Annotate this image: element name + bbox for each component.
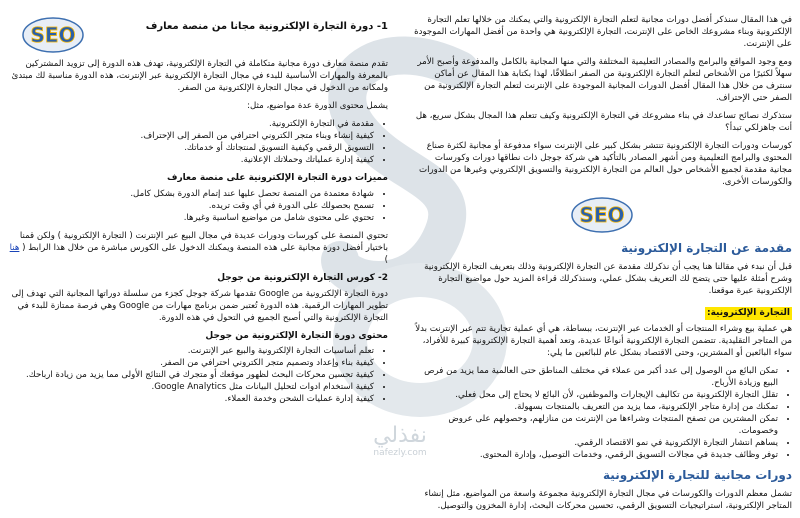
paragraph: دورة التجارة الإلكترونية من Google تقدمها شركة جوجل كجزء من سلسلة دوراتها المجانية التي تهدف إلى تطوير المهارات الرقمية. هذه الدورة تُعتبر ضمن برنامج مهارات من Google وهي فرصة ممتازة للبدء في التجارة الإلكترونية والتي أصبح الجميع في التحول في هذه الدورة. [11,288,388,323]
list-item: • تمكنك من إدارة متاجر الإلكترونية، مما يزيد من التعريف بالمنتجات بسهولة. [412,401,778,413]
right-column [412,14,792,518]
paragraph: قبل أن نبدء في مقالنا هنا يجب أن نذكرلك مقدمة عن التجارة الإلكترونية وذلك بتعريف التجارة الإلكترونية وشرح أمثلة عليها حتى يتضح لك التعريف بشكل عملي، وسنذكرلك قراءة المزيد حول مواضيع التجارة الإلكترونية عبرة موقعنا. [424,262,792,297]
paragraph: هي عملية بيع وشراء المنتجات أو الخدمات عبر الإنترنت، ببساطة، هي أي عملية تجارية تتم عبر الإنترنت بدلاً من المتاجر التقليدية. تتضمن التجارة الإلكترونية أنواعًا عديدة، وتعد أهمية التجارة الإلكترونية كبيرة للأفراد، سواء البائعين أو المشترين، وحتى الاقتصاد بشكل عام للبائعين ما يلي: [415,323,792,358]
list-item: • كيفية تحسين محركات البحث لظهور موقعك أو متجرك في النتائج الأولى مما يزيد من زيادة ارباحك. [8,369,374,381]
list-item: • توفر وظائف جديدة في مجالات التسويق الرقمي، وخدمات التوصيل، وإدارة المحتوى. [412,449,778,461]
seo-logo-text: SEO [579,203,625,228]
list-item: • تمكن البائع من الوصول إلى عدد أكبر من عملاء في مختلف المناطق حتى العالمية مما يزيد من فرص البيع وزيادة الأرباح. [412,365,778,389]
paragraph: تقدم منصة معارف دورة مجانية متكاملة في التجارة الإلكترونية، تهدف هذه الدورة إلى تزويد المشتركين بالمعرفة والمهارات الأساسية للبدء في مجال التجارة الإلكترونية عبر الإنترنت، هذه الدورة مناسبة لك مبتدئ ولمكانه من الدخول في مجال التجارة الإلكترونية من الصفر. [11,59,388,94]
google-content-list [8,345,388,405]
paragraph: ستذكرك نصائح تساعدك في بناء مشروعك في التجارة الإلكترونية وكيف تتعلم هذا المجال بشكل سريع، هل أنت جاهزلكي تبدأ؟ [415,111,792,134]
paragraph: تشمل معظم الدورات والكورسات في مجال التجارة الإلكترونية مجموعة واسعة من المواضيع، مثل إنشاء المتاجر الإلكترونية، استراتيجيات التسويق الرقمي، تحسين محركات البحث، إدارة المخزون والتوصيل. [424,489,792,512]
paragraph [8,230,388,266]
seo-logo-text: SEO [30,23,76,47]
left-column [8,14,388,411]
watermark-text: نفذلي [373,423,427,448]
paragraph: كورسات ودورات التجارة الإلكترونية تنتشر بشكل كبير على الإنترنت سواء مدفوعة أو مجانية لكثرة صناع المحتوى والبرامج التعليمية ومن أشهر المصادر بالتأكيد هي شركة جوجل ذات نطاقها دورات وكورسات مجانية مقدمة لجميع الأشخاص حول العالم من التجارة الإلكترونية والتسويق الإلكتروني وغيرها من الدورات والكورسات الأخرى. [419,141,792,188]
list-item: • شهادة معتمدة من المنصة تحصل عليها عند إتمام الدورة بشكل كامل. [8,188,374,200]
list-item: • تعلم أساسيات التجارة الإلكترونية والبيع عبر الإنترنت. [8,345,374,357]
heading-google-content: محتوى دورة التجارة الإلكترونية من جوجل [205,330,388,341]
list-item: • تمكن المشترين من تصفح المنتجات وشراءها من الإنترنت من منازلهم، وحصولهم على عروض وخصومات. [412,413,778,437]
benefits-list [412,365,792,461]
paragraph-text: تحتوي المنصة على كورسات ودورات عديدة في مجال البيع عبر الإنترنت ( التجارة الإلكترونية ) ولكن قمنا باختيار أفضل دورة مجانية على هذه المنصة ويمكنك الدخول على الكورس مباشرة من خلال هذا الرابط ( [19,230,388,253]
heading-maaref: 1- دورة التجارة الإلكترونية مجانا من منصة معارف [145,21,388,32]
list-item: • تسمح بحصولك على الدورة في أي وقت تريده. [8,200,374,212]
list-item: • كيفية إدارة عملياتك وحملاتك الإعلانية. [8,154,374,166]
list-item: • كيفية استخدام ادوات لتحليل البيانات مثل Google Analytics. [8,381,374,393]
heading-free-courses: دورات مجانية للتجارة الإلكترونية [603,468,792,483]
highlight-label: التجارة الإلكترونية: [706,308,790,319]
list-item: • كيفية بناء وإعداد وتصميم متجر الكتروني احترافي من الصفر. [8,357,374,369]
paragraph: في هذا المقال سنذكر أفضل دورات مجانية لتعلم التجارة الإلكترونية والتي يمكنك من خلالها تعلم التجارة الإلكترونية وبناء مشروعك الخاص على الإنترنت، التجارة الإلكترونية هي واحدة من أفضل المهارات الموجودة على الإنترنت. [414,15,792,50]
heading-features: مميزات دورة التجارة الإلكترونية على منصة معارف [167,173,388,184]
list-item: • كيفية إدارة عمليات الشحن وخدمة العملاء. [8,393,374,405]
list-item: • تقلل التجارة الإلكترونية من تكاليف الإيجارات والموظفين، لأن البائع لا يحتاج إلى محل فعلي. [412,389,778,401]
seo-logo-icon [18,14,88,54]
list-item: • يساهم انتشار التجارة الإلكترونية في نمو الاقتصاد الرقمي. [412,437,778,449]
course-link[interactable]: هنا [9,242,20,253]
heading-intro: مقدمة عن التجارة الإلكترونية [621,241,792,256]
paragraph: ومع وجود المواقع والبرامج والمصادر التعليمية المختلفة والتي منها المجانية بالكامل والمدفوعة وأصبح الأمر سهلاً لكثيرًا من الأشخاص لتعلم التجارة الإلكترونية من الصفر انطلاقًا، لهذا بكتابة هذا المقال عن أماكن سنترف من خلال هذا المقال أفضل الدورات المجانية الموجودة على الإنترنت لتعلم التجارة الإلكترونية من الصفر حتى الإحتراف. [417,57,792,104]
watermark-url: nafezly.com [373,448,427,458]
list-item: • مقدمة في التجارة الإلكترونية. [8,118,374,130]
list-item: • التسويق الرقمي وكيفية التسويق لمنتجاتك أو خدماتك. [8,142,374,154]
list-item: • كيفية إنشاء وبناء متجر الكتروني احترافي من الصفر إلى الإحتراف. [8,130,374,142]
seo-logo-icon [567,194,637,234]
topics-list [8,118,388,166]
paragraph-text-end: ) [384,255,388,265]
features-list [8,188,388,224]
heading-google-course: 2- كورس التجارة الإلكترونية من جوجل [217,273,388,284]
paragraph: يشمل محتوى الدورة عدة مواضيع، مثل: [247,101,388,112]
list-item: • تحتوي على محتوى شامل من مواضيع اساسية وغيرها. [8,212,374,224]
